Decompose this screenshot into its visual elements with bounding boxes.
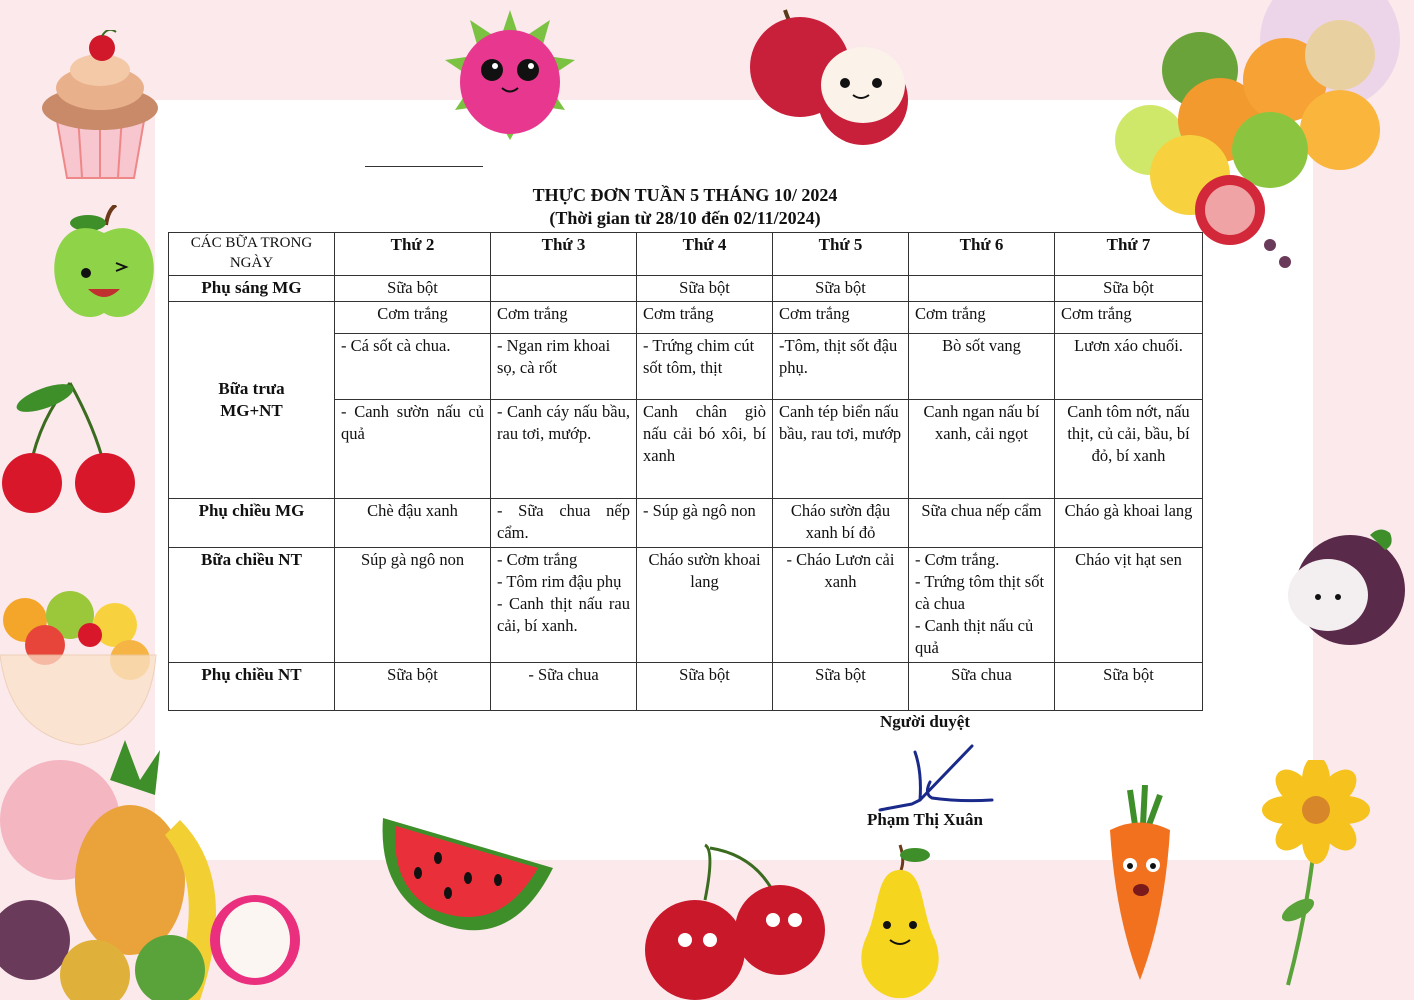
menu-cell: - Sữa chua bbox=[491, 663, 637, 711]
menu-cell: Cháo gà khoai lang bbox=[1055, 499, 1203, 548]
day-header: Thứ 3 bbox=[491, 233, 637, 276]
menu-cell: Sữa bột bbox=[637, 276, 773, 302]
menu-subtitle: (Thời gian từ 28/10 đến 02/11/2024) bbox=[549, 208, 821, 228]
menu-cell: - Súp gà ngô non bbox=[637, 499, 773, 548]
header-rule bbox=[365, 166, 483, 167]
dragon-fruit-icon bbox=[440, 0, 580, 148]
sunflower-icon bbox=[1248, 760, 1383, 990]
corner-header: CÁC BỮA TRONG NGÀY bbox=[169, 233, 335, 276]
signer-name: Phạm Thị Xuân bbox=[867, 810, 983, 829]
menu-cell: -Tôm, thịt sốt đậu phụ. bbox=[773, 334, 909, 400]
menu-cell: Sữa chua nếp cẩm bbox=[909, 499, 1055, 548]
apple-icon bbox=[48, 205, 160, 325]
menu-cell: Canh ngan nấu bí xanh, cải ngọt bbox=[909, 400, 1055, 499]
table-header-row bbox=[169, 233, 1203, 276]
day-header: Thứ 4 bbox=[637, 233, 773, 276]
menu-cell bbox=[909, 276, 1055, 302]
menu-cell: Canh chân giò nấu cải bó xôi, bí xanh bbox=[637, 400, 773, 499]
menu-line: - Tôm rim đậu phụ bbox=[497, 572, 622, 591]
carrot-character-icon bbox=[1085, 785, 1195, 985]
cherry-characters-icon bbox=[635, 840, 835, 1000]
pear-character-icon bbox=[845, 840, 955, 1000]
menu-cell: - Cá sốt cà chua. bbox=[335, 334, 491, 400]
row-label-phu-chieu-mg: Phụ chiều MG bbox=[169, 499, 335, 548]
menu-title: THỰC ĐƠN TUẦN 5 THÁNG 10/ 2024 bbox=[532, 185, 838, 205]
menu-line: - Canh thịt nấu củ quả bbox=[915, 616, 1034, 657]
menu-cell: Súp gà ngô non bbox=[335, 548, 491, 663]
table-row bbox=[169, 302, 1203, 334]
table-row bbox=[169, 548, 1203, 663]
menu-line: - Cơm trắng. bbox=[915, 550, 1000, 569]
menu-cell: - Sữa chua nếp cẩm. bbox=[491, 499, 637, 548]
menu-cell: Chè đậu xanh bbox=[335, 499, 491, 548]
table-row bbox=[169, 499, 1203, 548]
menu-cell: Cơm trắng bbox=[1055, 302, 1203, 334]
menu-cell: Sữa bột bbox=[1055, 663, 1203, 711]
table-row bbox=[169, 663, 1203, 711]
menu-line: - Trứng tôm thịt sốt cà chua bbox=[915, 572, 1045, 613]
cupcake-icon bbox=[38, 30, 163, 180]
menu-cell: Sữa bột bbox=[637, 663, 773, 711]
tropical-fruits-icon bbox=[0, 740, 340, 1000]
menu-cell: Sữa bột bbox=[1055, 276, 1203, 302]
menu-cell: Cháo sườn đậu xanh bí đỏ bbox=[773, 499, 909, 548]
day-header: Thứ 2 bbox=[335, 233, 491, 276]
row-label-bua-chieu-nt: Bữa chiều NT bbox=[169, 548, 335, 663]
menu-cell: - Canh sườn nấu củ quả bbox=[335, 400, 491, 499]
table-row bbox=[169, 276, 1203, 302]
menu-cell: Sữa bột bbox=[773, 663, 909, 711]
row-label-bua-trua: Bữa trưa MG+NT bbox=[169, 302, 335, 499]
row-label-phu-sang-mg: Phụ sáng MG bbox=[169, 276, 335, 302]
row-label-phu-chieu-nt: Phụ chiều NT bbox=[169, 663, 335, 711]
signature-image bbox=[860, 742, 1000, 812]
day-header: Thứ 5 bbox=[773, 233, 909, 276]
menu-cell: Cháo sườn khoai lang bbox=[637, 548, 773, 663]
fruit-bowl-icon bbox=[0, 585, 160, 755]
day-header: Thứ 7 bbox=[1055, 233, 1203, 276]
menu-cell: Cháo vịt hạt sen bbox=[1055, 548, 1203, 663]
menu-cell: - Canh cáy nấu bầu, rau tơi, mướp. bbox=[491, 400, 637, 499]
mangosteen-icon bbox=[1280, 525, 1414, 645]
watermelon-icon bbox=[378, 808, 558, 938]
menu-cell: Cơm trắng bbox=[773, 302, 909, 334]
menu-cell: Bò sốt vang bbox=[909, 334, 1055, 400]
approver-label: Người duyệt bbox=[880, 712, 970, 731]
menu-cell: Sữa bột bbox=[335, 663, 491, 711]
menu-line: - Canh thịt nấu rau cải, bí xanh. bbox=[497, 594, 630, 635]
menu-cell: - Ngan rim khoai sọ, cà rốt bbox=[491, 334, 637, 400]
day-header: Thứ 6 bbox=[909, 233, 1055, 276]
menu-cell bbox=[909, 548, 1055, 663]
lychee-icon bbox=[745, 5, 915, 145]
menu-cell: Cơm trắng bbox=[637, 302, 773, 334]
menu-line: - Cơm trắng bbox=[497, 550, 578, 569]
cherries-icon bbox=[0, 378, 140, 513]
menu-cell: Cơm trắng bbox=[909, 302, 1055, 334]
menu-cell: - Cháo Lươn cải xanh bbox=[773, 548, 909, 663]
menu-cell: Canh tép biển nấu bầu, rau tơi, mướp bbox=[773, 400, 909, 499]
menu-cell: Lươn xáo chuối. bbox=[1055, 334, 1203, 400]
menu-cell: - Trứng chim cút sốt tôm, thịt bbox=[637, 334, 773, 400]
menu-cell: Cơm trắng bbox=[491, 302, 637, 334]
menu-cell: Sữa bột bbox=[773, 276, 909, 302]
menu-cell: Sữa chua bbox=[909, 663, 1055, 711]
weekly-menu-table bbox=[168, 232, 1203, 711]
menu-cell: Canh tôm nớt, nấu thịt, củ cải, bầu, bí đỏ, bí xanh bbox=[1055, 400, 1203, 499]
menu-cell: Cơm trắng bbox=[335, 302, 491, 334]
menu-cell bbox=[491, 276, 637, 302]
menu-cell: Sữa bột bbox=[335, 276, 491, 302]
menu-cell bbox=[491, 548, 637, 663]
